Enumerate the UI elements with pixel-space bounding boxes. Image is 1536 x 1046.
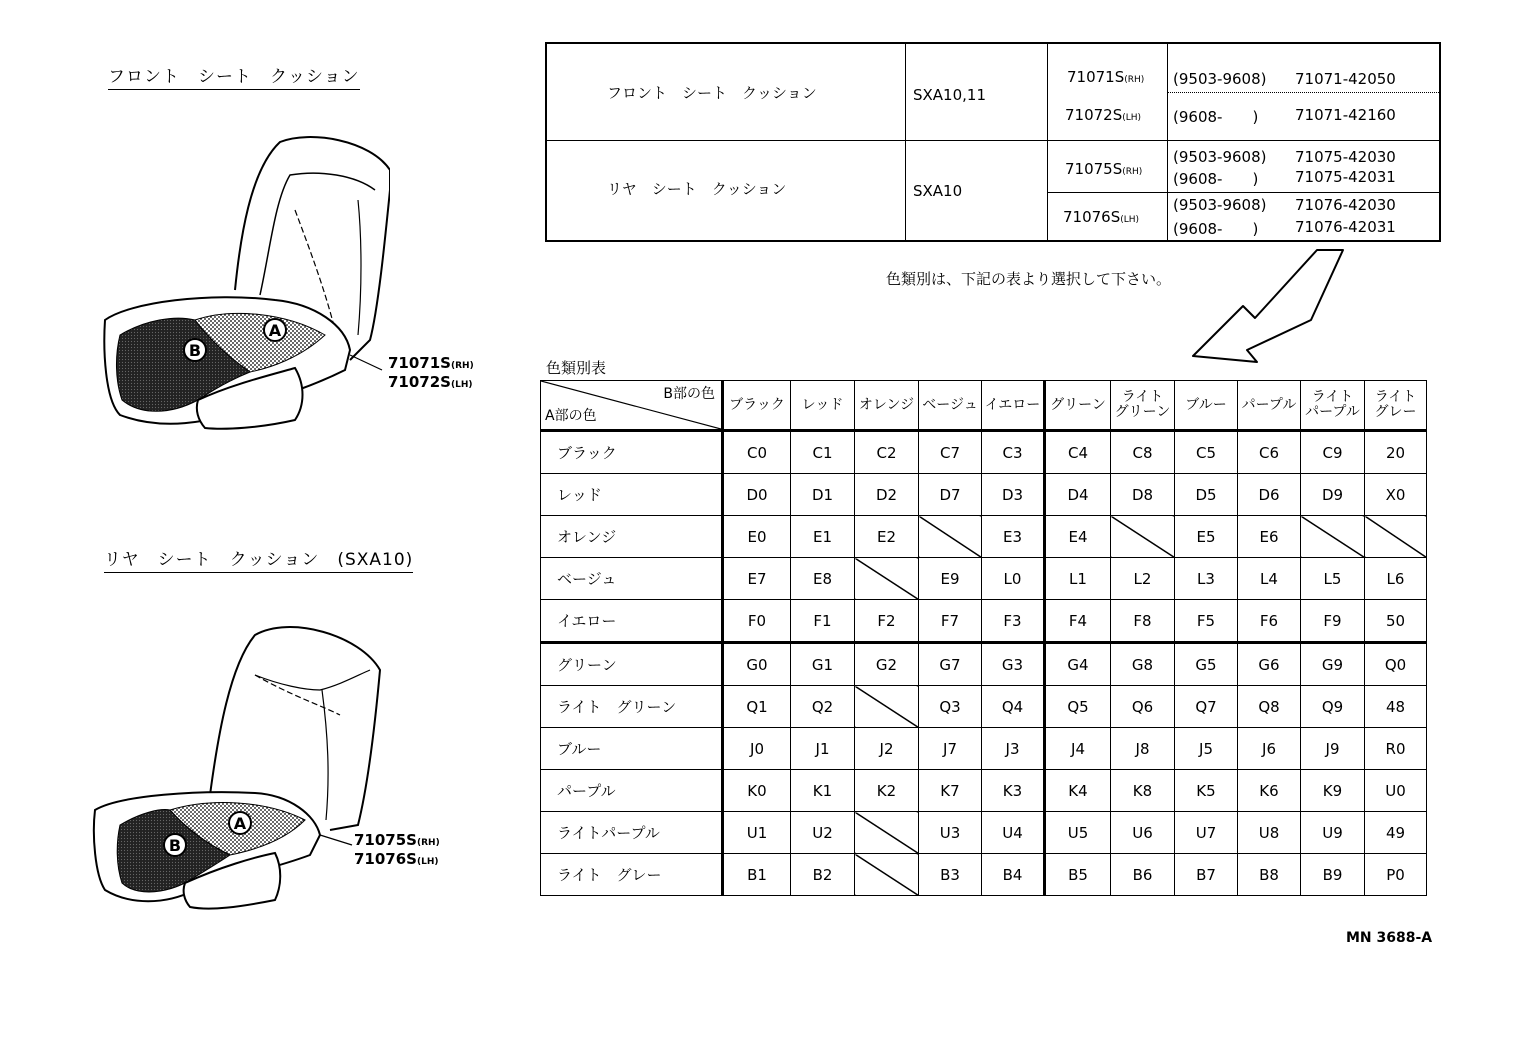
color-code-cell: Q0 <box>1365 643 1427 686</box>
color-code-cell: F4 <box>1045 600 1111 643</box>
color-code-cell: U0 <box>1365 770 1427 812</box>
row-header: ライト グリーン <box>541 686 723 728</box>
color-code-cell: D6 <box>1238 474 1301 516</box>
color-table-title: 色類別表 <box>546 359 607 377</box>
color-code-table <box>540 380 1427 896</box>
color-code-cell: C1 <box>791 431 855 474</box>
table-row <box>541 728 1427 770</box>
color-code-cell: E0 <box>723 516 791 558</box>
color-code-cell: 48 <box>1365 686 1427 728</box>
color-code-cell: C5 <box>1175 431 1238 474</box>
color-code-cell: L2 <box>1111 558 1175 600</box>
color-code-cell: K8 <box>1111 770 1175 812</box>
rear-rh-part-1: 71075-42030 <box>1295 148 1396 166</box>
color-code-cell: G6 <box>1238 643 1301 686</box>
color-code-cell: 49 <box>1365 812 1427 854</box>
table-row <box>541 600 1427 643</box>
column-header: オレンジ <box>855 381 919 431</box>
color-code-cell: Q5 <box>1045 686 1111 728</box>
column-header: レッド <box>791 381 855 431</box>
rear-lh-part-2: 71076-42031 <box>1295 218 1396 236</box>
figure-code: MN 3688-A <box>1346 930 1433 946</box>
color-code-cell: B9 <box>1301 854 1365 896</box>
rear-lh-period-1: (9503-9608) <box>1173 196 1267 214</box>
rear-lh-part-1: 71076-42030 <box>1295 196 1396 214</box>
color-code-cell: B3 <box>919 854 982 896</box>
table-row <box>541 474 1427 516</box>
part-number-table <box>545 42 1441 242</box>
color-code-cell: B2 <box>791 854 855 896</box>
unavailable-cell <box>855 812 919 854</box>
table-row <box>541 431 1427 474</box>
column-header: ベージュ <box>919 381 982 431</box>
color-code-cell: G8 <box>1111 643 1175 686</box>
label-b: B <box>188 341 202 360</box>
color-table-corner <box>541 381 723 431</box>
color-code-cell: Q4 <box>982 686 1045 728</box>
color-code-cell: L4 <box>1238 558 1301 600</box>
color-code-cell: J6 <box>1238 728 1301 770</box>
row-header: グリーン <box>541 643 723 686</box>
unavailable-cell <box>855 854 919 896</box>
color-code-cell: U6 <box>1111 812 1175 854</box>
front-seat-callout: 71071S(RH) 71072S(LH) <box>388 354 474 391</box>
color-code-cell: J1 <box>791 728 855 770</box>
front-period-2: (9608- ) <box>1173 108 1259 126</box>
color-code-cell: D8 <box>1111 474 1175 516</box>
table-row <box>541 812 1427 854</box>
table-row <box>541 686 1427 728</box>
color-code-cell: E6 <box>1238 516 1301 558</box>
row-header: ライト グレー <box>541 854 723 896</box>
color-code-cell: B8 <box>1238 854 1301 896</box>
rear-rh-code: 71075S(RH) <box>1065 160 1143 178</box>
color-code-cell: J0 <box>723 728 791 770</box>
color-code-cell: U7 <box>1175 812 1238 854</box>
row-header: ブラック <box>541 431 723 474</box>
color-code-cell: C7 <box>919 431 982 474</box>
front-seat-caption: フロント シート クッション <box>108 62 360 90</box>
b-part-color-label: B部の色 <box>663 386 715 402</box>
color-code-cell: D1 <box>791 474 855 516</box>
color-code-cell: K2 <box>855 770 919 812</box>
color-selection-note: 色類別は、下記の表より選択して下さい。 <box>886 270 1172 288</box>
rear-seat-illustration <box>90 615 390 915</box>
color-code-cell: B7 <box>1175 854 1238 896</box>
column-header: ライト グレー <box>1365 381 1427 431</box>
color-code-cell: D5 <box>1175 474 1238 516</box>
unavailable-cell <box>855 558 919 600</box>
color-code-cell: F3 <box>982 600 1045 643</box>
column-header: ブルー <box>1175 381 1238 431</box>
color-code-cell: U2 <box>791 812 855 854</box>
color-code-cell: U5 <box>1045 812 1111 854</box>
row-header: ベージュ <box>541 558 723 600</box>
row-header: レッド <box>541 474 723 516</box>
rear-seat-callout: 71075S(RH) 71076S(LH) <box>354 831 440 868</box>
color-code-cell: B4 <box>982 854 1045 896</box>
color-code-cell: Q8 <box>1238 686 1301 728</box>
color-code-cell: C6 <box>1238 431 1301 474</box>
table-row <box>541 643 1427 686</box>
label-a: A <box>233 814 247 833</box>
column-header: ライト グリーン <box>1111 381 1175 431</box>
table-row <box>541 770 1427 812</box>
color-code-cell: K6 <box>1238 770 1301 812</box>
color-code-cell: E5 <box>1175 516 1238 558</box>
front-rh-code: 71071S(RH) <box>1067 68 1145 86</box>
front-cushion-name: フロント シート クッション <box>607 84 817 102</box>
color-code-cell: L5 <box>1301 558 1365 600</box>
color-code-cell: 20 <box>1365 431 1427 474</box>
color-code-cell: F2 <box>855 600 919 643</box>
color-code-cell: K0 <box>723 770 791 812</box>
column-header: グリーン <box>1045 381 1111 431</box>
color-code-cell: C4 <box>1045 431 1111 474</box>
color-code-cell: D7 <box>919 474 982 516</box>
color-code-cell: J8 <box>1111 728 1175 770</box>
color-code-cell: C8 <box>1111 431 1175 474</box>
color-code-cell: D3 <box>982 474 1045 516</box>
unavailable-cell <box>1365 516 1427 558</box>
table-row <box>541 516 1427 558</box>
column-header: ブラック <box>723 381 791 431</box>
color-code-cell: Q6 <box>1111 686 1175 728</box>
row-header: イエロー <box>541 600 723 643</box>
row-header: オレンジ <box>541 516 723 558</box>
front-part-2: 71071-42160 <box>1295 106 1396 124</box>
front-lh-code: 71072S(LH) <box>1065 106 1142 124</box>
color-code-cell: E7 <box>723 558 791 600</box>
color-code-cell: L6 <box>1365 558 1427 600</box>
front-part-1: 71071-42050 <box>1295 70 1396 88</box>
color-code-cell: P0 <box>1365 854 1427 896</box>
color-code-cell: F7 <box>919 600 982 643</box>
rear-rh-period-2: (9608- ) <box>1173 170 1259 188</box>
color-code-cell: B5 <box>1045 854 1111 896</box>
label-a: A <box>268 321 282 340</box>
color-code-cell: F6 <box>1238 600 1301 643</box>
color-code-cell: D9 <box>1301 474 1365 516</box>
unavailable-cell <box>1111 516 1175 558</box>
rear-lh-period-2: (9608- ) <box>1173 220 1259 238</box>
color-code-cell: K7 <box>919 770 982 812</box>
color-code-cell: E1 <box>791 516 855 558</box>
rear-rh-period-1: (9503-9608) <box>1173 148 1267 166</box>
rear-model: SXA10 <box>913 182 963 200</box>
color-code-cell: G5 <box>1175 643 1238 686</box>
color-code-cell: X0 <box>1365 474 1427 516</box>
color-code-cell: R0 <box>1365 728 1427 770</box>
color-code-cell: F9 <box>1301 600 1365 643</box>
color-code-cell: K3 <box>982 770 1045 812</box>
table-row <box>541 854 1427 896</box>
color-code-cell: L1 <box>1045 558 1111 600</box>
a-part-color-label: A部の色 <box>545 408 597 424</box>
color-code-cell: E3 <box>982 516 1045 558</box>
color-code-cell: F0 <box>723 600 791 643</box>
color-code-cell: D4 <box>1045 474 1111 516</box>
rear-cushion-name: リヤ シート クッション <box>607 180 787 198</box>
color-code-cell: G0 <box>723 643 791 686</box>
front-period-1: (9503-9608) <box>1173 70 1267 88</box>
color-code-cell: G4 <box>1045 643 1111 686</box>
color-code-cell: E8 <box>791 558 855 600</box>
color-code-cell: 50 <box>1365 600 1427 643</box>
color-code-cell: C2 <box>855 431 919 474</box>
color-code-cell: E2 <box>855 516 919 558</box>
down-left-arrow-icon <box>1185 246 1350 376</box>
color-code-cell: U4 <box>982 812 1045 854</box>
color-code-cell: Q2 <box>791 686 855 728</box>
color-code-cell: L0 <box>982 558 1045 600</box>
color-code-cell: B1 <box>723 854 791 896</box>
color-code-cell: L3 <box>1175 558 1238 600</box>
color-code-cell: G1 <box>791 643 855 686</box>
color-code-cell: E4 <box>1045 516 1111 558</box>
color-code-cell: G2 <box>855 643 919 686</box>
column-header: イエロー <box>982 381 1045 431</box>
color-code-cell: Q9 <box>1301 686 1365 728</box>
color-code-cell: Q1 <box>723 686 791 728</box>
rear-rh-part-2: 71075-42031 <box>1295 168 1396 186</box>
color-code-cell: C9 <box>1301 431 1365 474</box>
color-code-cell: K1 <box>791 770 855 812</box>
color-code-cell: U9 <box>1301 812 1365 854</box>
rear-seat-caption: リヤ シート クッション (SXA10) <box>104 545 413 573</box>
color-code-cell: F1 <box>791 600 855 643</box>
unavailable-cell <box>919 516 982 558</box>
color-code-cell: G7 <box>919 643 982 686</box>
color-code-cell: G9 <box>1301 643 1365 686</box>
color-code-cell: J3 <box>982 728 1045 770</box>
front-seat-illustration <box>100 130 390 450</box>
column-header: パープル <box>1238 381 1301 431</box>
color-code-cell: U8 <box>1238 812 1301 854</box>
color-code-cell: U3 <box>919 812 982 854</box>
rear-lh-code: 71076S(LH) <box>1063 208 1140 226</box>
row-header: パープル <box>541 770 723 812</box>
unavailable-cell <box>855 686 919 728</box>
color-code-cell: U1 <box>723 812 791 854</box>
color-code-cell: F8 <box>1111 600 1175 643</box>
color-code-cell: J5 <box>1175 728 1238 770</box>
row-header: ブルー <box>541 728 723 770</box>
color-code-cell: E9 <box>919 558 982 600</box>
color-code-cell: Q3 <box>919 686 982 728</box>
label-b: B <box>168 836 182 855</box>
color-code-cell: Q7 <box>1175 686 1238 728</box>
color-code-cell: G3 <box>982 643 1045 686</box>
color-code-cell: J4 <box>1045 728 1111 770</box>
color-code-cell: K5 <box>1175 770 1238 812</box>
color-code-cell: D2 <box>855 474 919 516</box>
color-code-cell: J7 <box>919 728 982 770</box>
color-code-cell: J2 <box>855 728 919 770</box>
color-code-cell: D0 <box>723 474 791 516</box>
color-code-cell: B6 <box>1111 854 1175 896</box>
color-code-cell: K9 <box>1301 770 1365 812</box>
table-row <box>541 558 1427 600</box>
color-code-cell: C0 <box>723 431 791 474</box>
color-code-cell: J9 <box>1301 728 1365 770</box>
front-model: SXA10,11 <box>913 86 987 104</box>
color-code-cell: F5 <box>1175 600 1238 643</box>
row-header: ライトパープル <box>541 812 723 854</box>
column-header: ライト パープル <box>1301 381 1365 431</box>
color-code-cell: C3 <box>982 431 1045 474</box>
unavailable-cell <box>1301 516 1365 558</box>
color-code-cell: K4 <box>1045 770 1111 812</box>
